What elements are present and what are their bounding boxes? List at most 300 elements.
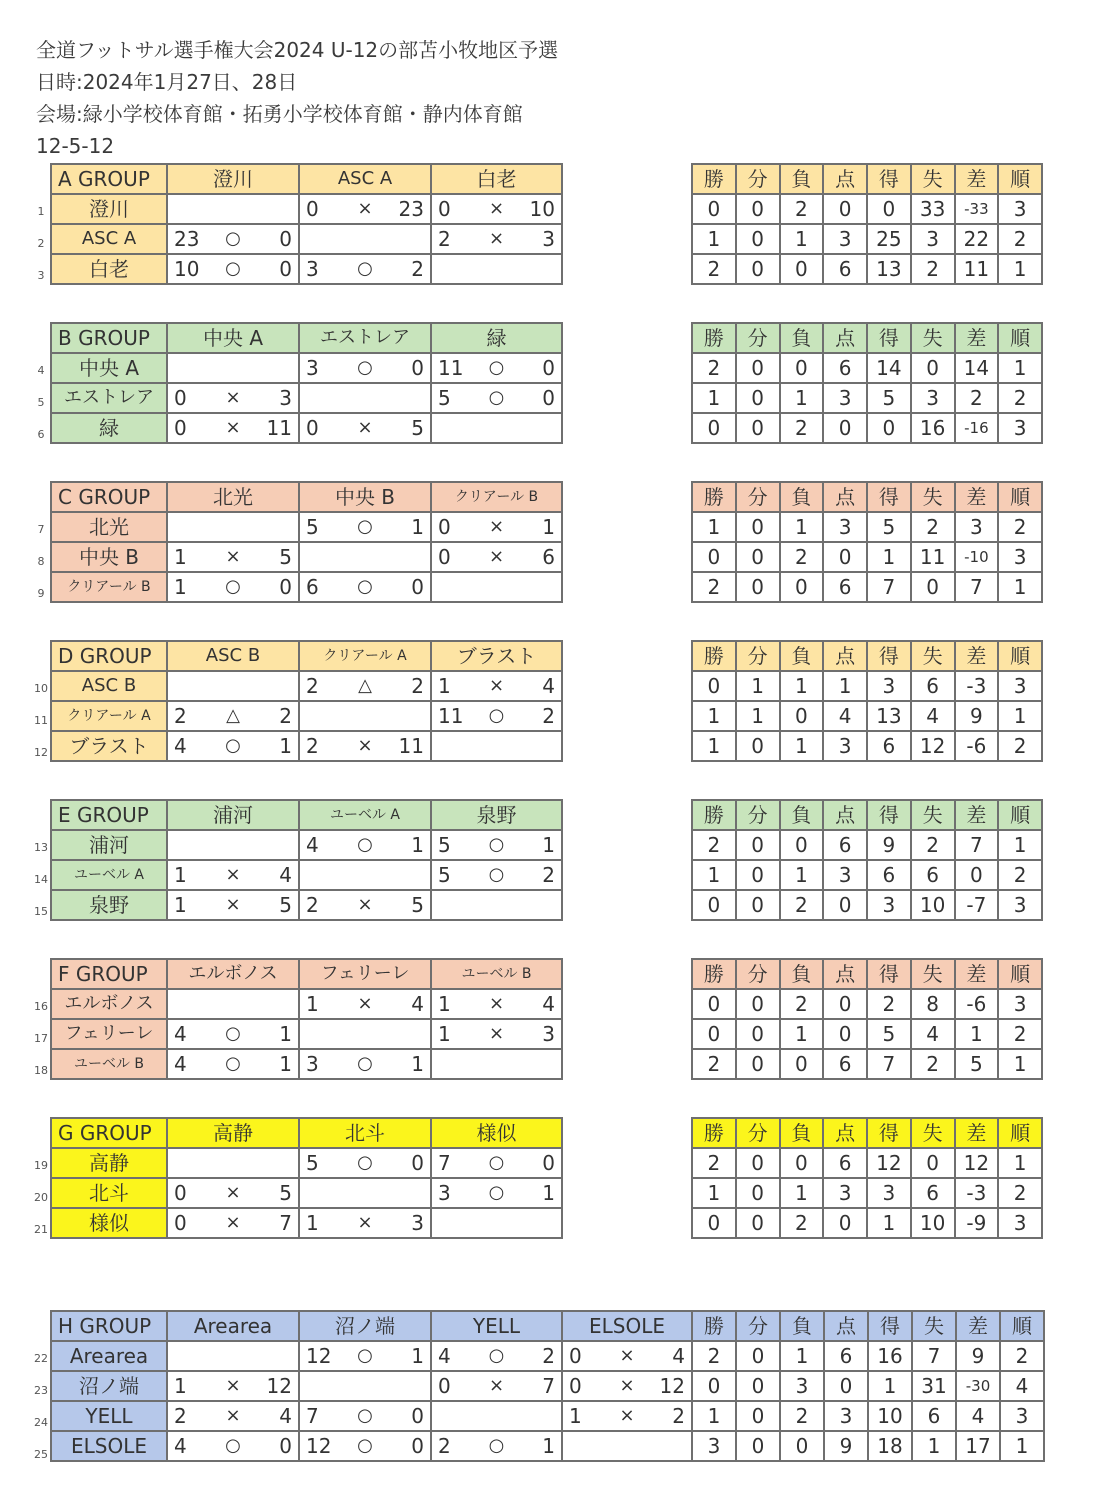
goals-against: 12: [659, 1374, 685, 1398]
group-match-table: [50, 958, 563, 1080]
stat-value: 2: [692, 1049, 736, 1079]
stat-value: 3: [998, 890, 1042, 920]
table-row: [51, 830, 562, 860]
result-mark: ○: [488, 864, 505, 885]
stat-value: 14: [867, 353, 911, 383]
stat-value: 0: [780, 254, 824, 284]
team-column-header: 中央 A: [167, 323, 299, 353]
goals-for: 1: [174, 863, 187, 887]
goals-for: 2: [306, 893, 319, 917]
goals-for: 7: [306, 1404, 319, 1428]
match-result: [299, 860, 431, 890]
result-mark: ×: [225, 1375, 241, 1396]
result-mark: ○: [357, 834, 373, 855]
goals-for: 1: [438, 992, 451, 1016]
stat-header: 分: [736, 959, 780, 989]
stat-value: 2: [998, 383, 1042, 413]
stat-value: 1: [692, 383, 736, 413]
table-row: [692, 512, 1042, 542]
stat-header: 得: [867, 1118, 911, 1148]
result-mark: ○: [357, 258, 373, 279]
result-mark: ○: [225, 1435, 241, 1456]
goals-against: 5: [279, 893, 292, 917]
goals-against: 5: [411, 893, 424, 917]
match-result: [431, 731, 562, 761]
goals-against: 1: [542, 1434, 555, 1458]
match-result: [167, 413, 299, 443]
group-standings-table: [691, 481, 1043, 603]
team-row-header: フェリーレ: [51, 1019, 167, 1049]
stat-header: 得: [867, 164, 911, 194]
goals-against: 5: [279, 1181, 292, 1205]
stat-value: 25: [867, 224, 911, 254]
table-row: [692, 254, 1042, 284]
team-row-header: YELL: [51, 1401, 167, 1431]
stat-value: 0: [692, 989, 736, 1019]
stat-value: -6: [955, 989, 999, 1019]
stat-value: 2: [692, 353, 736, 383]
stat-value: 7: [867, 572, 911, 602]
goals-for: 2: [438, 227, 451, 251]
stat-value: 12: [955, 1148, 999, 1178]
result-mark: ○: [488, 387, 505, 408]
goals-against: 5: [279, 545, 292, 569]
match-result: [431, 1019, 562, 1049]
stat-header: 勝: [692, 164, 736, 194]
team-column-header: エストレア: [299, 323, 431, 353]
stat-value: 2: [780, 1401, 824, 1431]
match-result: [562, 1431, 692, 1461]
result-mark: ○: [225, 228, 241, 249]
stat-value: 0: [736, 1148, 780, 1178]
team-row-header: ユーベル B: [51, 1049, 167, 1079]
stat-value: 12: [867, 1148, 911, 1178]
result-mark: ○: [225, 576, 241, 597]
stat-value: 3: [867, 890, 911, 920]
goals-against: 4: [279, 1404, 292, 1428]
stat-value: 1: [692, 224, 736, 254]
stat-value: 1: [780, 731, 824, 761]
result-mark: ×: [357, 894, 373, 915]
stat-value: 14: [955, 353, 999, 383]
stat-value: 0: [692, 194, 736, 224]
stat-value: 0: [823, 1208, 867, 1238]
result-mark: ○: [225, 735, 241, 756]
stat-value: 0: [736, 731, 780, 761]
goals-for: 1: [438, 1022, 451, 1046]
result-mark: ×: [225, 1182, 241, 1203]
goals-for: 6: [306, 575, 319, 599]
stat-value: 0: [736, 194, 780, 224]
stat-value: 2: [1000, 1341, 1044, 1371]
team-column-header: クリアール A: [299, 641, 431, 671]
team-column-header: 泉野: [431, 800, 562, 830]
goals-for: 0: [569, 1344, 582, 1368]
table-row: [51, 512, 562, 542]
result-mark: ×: [225, 417, 241, 438]
team-row-header: 様似: [51, 1208, 167, 1238]
goals-against: 0: [279, 575, 292, 599]
stat-value: 1: [692, 860, 736, 890]
stat-value: 7: [867, 1049, 911, 1079]
stat-value: 0: [736, 1049, 780, 1079]
team-column-header: ユーベル B: [431, 959, 562, 989]
match-result: [299, 512, 431, 542]
stat-value: 3: [998, 671, 1042, 701]
stat-header: 負: [780, 800, 824, 830]
stat-header: 負: [780, 1118, 824, 1148]
team-row-header: ユーベル A: [51, 860, 167, 890]
team-row-header: 北斗: [51, 1178, 167, 1208]
stat-value: 1: [780, 671, 824, 701]
match-result: [299, 890, 431, 920]
group-match-table: [50, 322, 563, 444]
stat-value: 2: [780, 413, 824, 443]
stat-value: 2: [780, 542, 824, 572]
goals-for: 11: [438, 704, 464, 728]
stat-value: 0: [736, 1431, 780, 1461]
result-mark: △: [358, 675, 372, 696]
goals-for: 3: [438, 1181, 451, 1205]
stat-value: -16: [955, 413, 999, 443]
stat-value: 1: [736, 701, 780, 731]
stat-value: 0: [736, 860, 780, 890]
stat-value: 0: [736, 254, 780, 284]
goals-for: 1: [569, 1404, 582, 1428]
stat-value: 0: [911, 1148, 955, 1178]
stat-value: 12: [911, 731, 955, 761]
stat-header: 得: [867, 800, 911, 830]
stat-value: 1: [736, 671, 780, 701]
row-number: 17: [34, 1032, 48, 1045]
goals-for: 1: [306, 1211, 319, 1235]
stat-header: 勝: [692, 482, 736, 512]
goals-for: 4: [174, 1052, 187, 1076]
match-result: [167, 671, 299, 701]
stat-value: 5: [867, 383, 911, 413]
result-mark: ○: [225, 258, 241, 279]
stat-header: 負: [780, 959, 824, 989]
goals-for: 12: [306, 1434, 332, 1458]
match-result: [299, 1019, 431, 1049]
goals-for: 5: [306, 515, 319, 539]
stat-value: 0: [736, 542, 780, 572]
goals-against: 1: [411, 1052, 424, 1076]
stat-value: 0: [867, 413, 911, 443]
stat-value: 7: [912, 1341, 956, 1371]
stat-value: 1: [998, 701, 1042, 731]
table-row: [51, 254, 562, 284]
stat-value: 6: [911, 671, 955, 701]
match-result: [431, 1049, 562, 1079]
stat-value: 1: [912, 1431, 956, 1461]
stat-value: 0: [780, 1148, 824, 1178]
stat-header: 失: [911, 164, 955, 194]
match-result: [431, 1341, 562, 1371]
team-row-header: ASC B: [51, 671, 167, 701]
group-match-table: [50, 799, 563, 921]
event-date: 日時:2024年1月27日、28日: [36, 70, 298, 94]
team-row-header: 澄川: [51, 194, 167, 224]
stat-header: 差: [955, 164, 999, 194]
goals-against: 2: [542, 1344, 555, 1368]
team-row-header: Arearea: [51, 1341, 167, 1371]
stat-value: 3: [1000, 1401, 1044, 1431]
stat-value: 0: [823, 542, 867, 572]
row-number: 24: [34, 1416, 48, 1429]
team-column-header: Arearea: [167, 1311, 299, 1341]
stat-value: 13: [867, 254, 911, 284]
team-column-header: 白老: [431, 164, 562, 194]
goals-for: 5: [438, 386, 451, 410]
stat-value: 3: [824, 1401, 868, 1431]
result-mark: ×: [225, 894, 241, 915]
stat-value: 9: [956, 1341, 1000, 1371]
team-column-header: 北光: [167, 482, 299, 512]
stat-value: 16: [911, 413, 955, 443]
result-mark: ×: [488, 516, 505, 537]
stat-value: 1: [692, 701, 736, 731]
result-mark: ×: [357, 417, 373, 438]
table-row: [692, 572, 1042, 602]
stat-value: 3: [867, 1178, 911, 1208]
stat-value: -3: [955, 671, 999, 701]
goals-for: 2: [306, 674, 319, 698]
stat-value: 0: [780, 353, 824, 383]
stat-value: 0: [823, 989, 867, 1019]
row-number: 11: [34, 714, 48, 727]
goals-against: 11: [266, 416, 292, 440]
result-mark: ×: [225, 1405, 241, 1426]
row-number: 14: [34, 873, 48, 886]
row-number: 23: [34, 1384, 48, 1397]
group-label: G GROUP: [51, 1118, 167, 1148]
goals-against: 3: [542, 227, 555, 251]
goals-for: 4: [174, 734, 187, 758]
match-result: [431, 1178, 562, 1208]
goals-against: 3: [279, 386, 292, 410]
table-row: [692, 383, 1042, 413]
stat-header: 順: [998, 800, 1042, 830]
result-mark: △: [226, 705, 240, 726]
stat-value: 5: [867, 1019, 911, 1049]
match-result: [167, 254, 299, 284]
team-row-header: 浦河: [51, 830, 167, 860]
table-row: [51, 413, 562, 443]
team-row-header: 緑: [51, 413, 167, 443]
goals-for: 3: [306, 356, 319, 380]
result-mark: ○: [488, 1182, 505, 1203]
match-result: [562, 1371, 692, 1401]
match-result: [431, 254, 562, 284]
match-result: [299, 671, 431, 701]
row-number: 13: [34, 841, 48, 854]
stat-value: 6: [823, 1148, 867, 1178]
result-mark: ○: [357, 516, 373, 537]
stat-value: -10: [955, 542, 999, 572]
match-result: [431, 1148, 562, 1178]
team-row-header: ブラスト: [51, 731, 167, 761]
stat-value: 6: [911, 860, 955, 890]
team-row-header: ASC A: [51, 224, 167, 254]
match-result: [299, 383, 431, 413]
table-row: [692, 224, 1042, 254]
stat-value: 0: [780, 1431, 824, 1461]
result-mark: ×: [357, 993, 373, 1014]
result-mark: ×: [357, 735, 373, 756]
result-mark: ×: [488, 546, 505, 567]
stat-value: 0: [823, 413, 867, 443]
team-column-header: 澄川: [167, 164, 299, 194]
stat-header: 差: [955, 482, 999, 512]
stat-value: 9: [824, 1431, 868, 1461]
stat-value: 2: [998, 224, 1042, 254]
update-stamp: 12-5-12: [36, 134, 115, 158]
stat-value: 0: [736, 1341, 780, 1371]
match-result: [167, 194, 299, 224]
table-row: [51, 224, 562, 254]
goals-against: 4: [542, 674, 555, 698]
stat-value: 0: [823, 890, 867, 920]
goals-against: 2: [542, 704, 555, 728]
goals-for: 0: [174, 1211, 187, 1235]
result-mark: ×: [357, 198, 373, 219]
goals-against: 2: [411, 674, 424, 698]
table-row: [692, 860, 1042, 890]
stat-value: 3: [823, 731, 867, 761]
stat-value: 3: [867, 671, 911, 701]
goals-against: 1: [542, 515, 555, 539]
goals-for: 0: [174, 386, 187, 410]
goals-against: 4: [672, 1344, 685, 1368]
stat-value: 2: [780, 989, 824, 1019]
stat-value: -33: [955, 194, 999, 224]
goals-against: 2: [279, 704, 292, 728]
stat-header: 点: [823, 800, 867, 830]
stat-value: 0: [736, 353, 780, 383]
table-row: [51, 671, 562, 701]
goals-for: 1: [174, 545, 187, 569]
team-column-header: ユーベル A: [299, 800, 431, 830]
row-number: 19: [34, 1159, 48, 1172]
stat-value: 0: [736, 1019, 780, 1049]
stat-value: 6: [867, 860, 911, 890]
goals-for: 5: [438, 833, 451, 857]
stat-value: 5: [867, 512, 911, 542]
match-result: [431, 353, 562, 383]
goals-against: 1: [411, 833, 424, 857]
goals-for: 0: [306, 197, 319, 221]
stat-value: 18: [868, 1431, 912, 1461]
stat-header: 差: [955, 323, 999, 353]
stat-value: 2: [911, 254, 955, 284]
stat-header: 点: [823, 323, 867, 353]
goals-against: 1: [279, 1022, 292, 1046]
stat-value: 3: [780, 1371, 824, 1401]
match-result: [299, 1178, 431, 1208]
match-result: [167, 1431, 299, 1461]
stat-value: 11: [955, 254, 999, 284]
goals-against: 7: [542, 1374, 555, 1398]
match-result: [299, 830, 431, 860]
stat-value: 0: [911, 572, 955, 602]
stat-value: 10: [868, 1401, 912, 1431]
goals-against: 23: [398, 197, 424, 221]
team-column-header: 高静: [167, 1118, 299, 1148]
result-mark: ×: [225, 546, 241, 567]
match-result: [167, 572, 299, 602]
match-result: [299, 1431, 431, 1461]
stat-header: 失: [911, 959, 955, 989]
stat-value: 13: [867, 701, 911, 731]
match-result: [299, 731, 431, 761]
table-row: [692, 1178, 1042, 1208]
stat-value: 1: [998, 254, 1042, 284]
row-number: 12: [34, 746, 48, 759]
result-mark: ×: [619, 1375, 635, 1396]
stat-value: 3: [998, 1208, 1042, 1238]
match-result: [299, 1049, 431, 1079]
table-row: [692, 701, 1042, 731]
match-result: [299, 353, 431, 383]
match-result: [299, 1208, 431, 1238]
goals-for: 3: [306, 1052, 319, 1076]
match-result: [299, 1148, 431, 1178]
stat-value: 6: [867, 731, 911, 761]
goals-for: 0: [569, 1374, 582, 1398]
result-mark: ×: [488, 675, 505, 696]
goals-against: 0: [411, 1434, 424, 1458]
result-mark: ×: [225, 1212, 241, 1233]
goals-for: 0: [438, 1374, 451, 1398]
goals-for: 10: [174, 257, 200, 281]
stat-value: 0: [780, 830, 824, 860]
match-result: [431, 194, 562, 224]
group-label: F GROUP: [51, 959, 167, 989]
table-row: [51, 890, 562, 920]
stat-value: 0: [736, 413, 780, 443]
team-column-header: 沼ノ端: [299, 1311, 431, 1341]
goals-against: 2: [672, 1404, 685, 1428]
stat-value: 2: [911, 830, 955, 860]
row-number: 16: [34, 1000, 48, 1013]
group-standings-table: [691, 640, 1043, 762]
goals-against: 1: [411, 1344, 424, 1368]
stat-header: 負: [780, 482, 824, 512]
goals-against: 7: [279, 1211, 292, 1235]
match-result: [431, 413, 562, 443]
stat-header: 差: [955, 1118, 999, 1148]
goals-against: 2: [542, 863, 555, 887]
page-title: 全道フットサル選手権大会2024 U-12の部苫小牧地区予選: [36, 38, 559, 62]
stat-value: 0: [736, 224, 780, 254]
match-result: [167, 701, 299, 731]
stat-value: -7: [955, 890, 999, 920]
result-mark: ×: [357, 1212, 373, 1233]
group-label: B GROUP: [51, 323, 167, 353]
goals-against: 2: [411, 257, 424, 281]
result-mark: ○: [488, 1435, 505, 1456]
goals-against: 1: [542, 1181, 555, 1205]
goals-against: 1: [279, 734, 292, 758]
stat-value: 3: [955, 512, 999, 542]
stat-value: 2: [692, 830, 736, 860]
stat-header: 差: [955, 641, 999, 671]
stat-header: 点: [823, 164, 867, 194]
goals-for: 0: [306, 416, 319, 440]
stat-value: 1: [823, 671, 867, 701]
stat-header: 得: [867, 482, 911, 512]
